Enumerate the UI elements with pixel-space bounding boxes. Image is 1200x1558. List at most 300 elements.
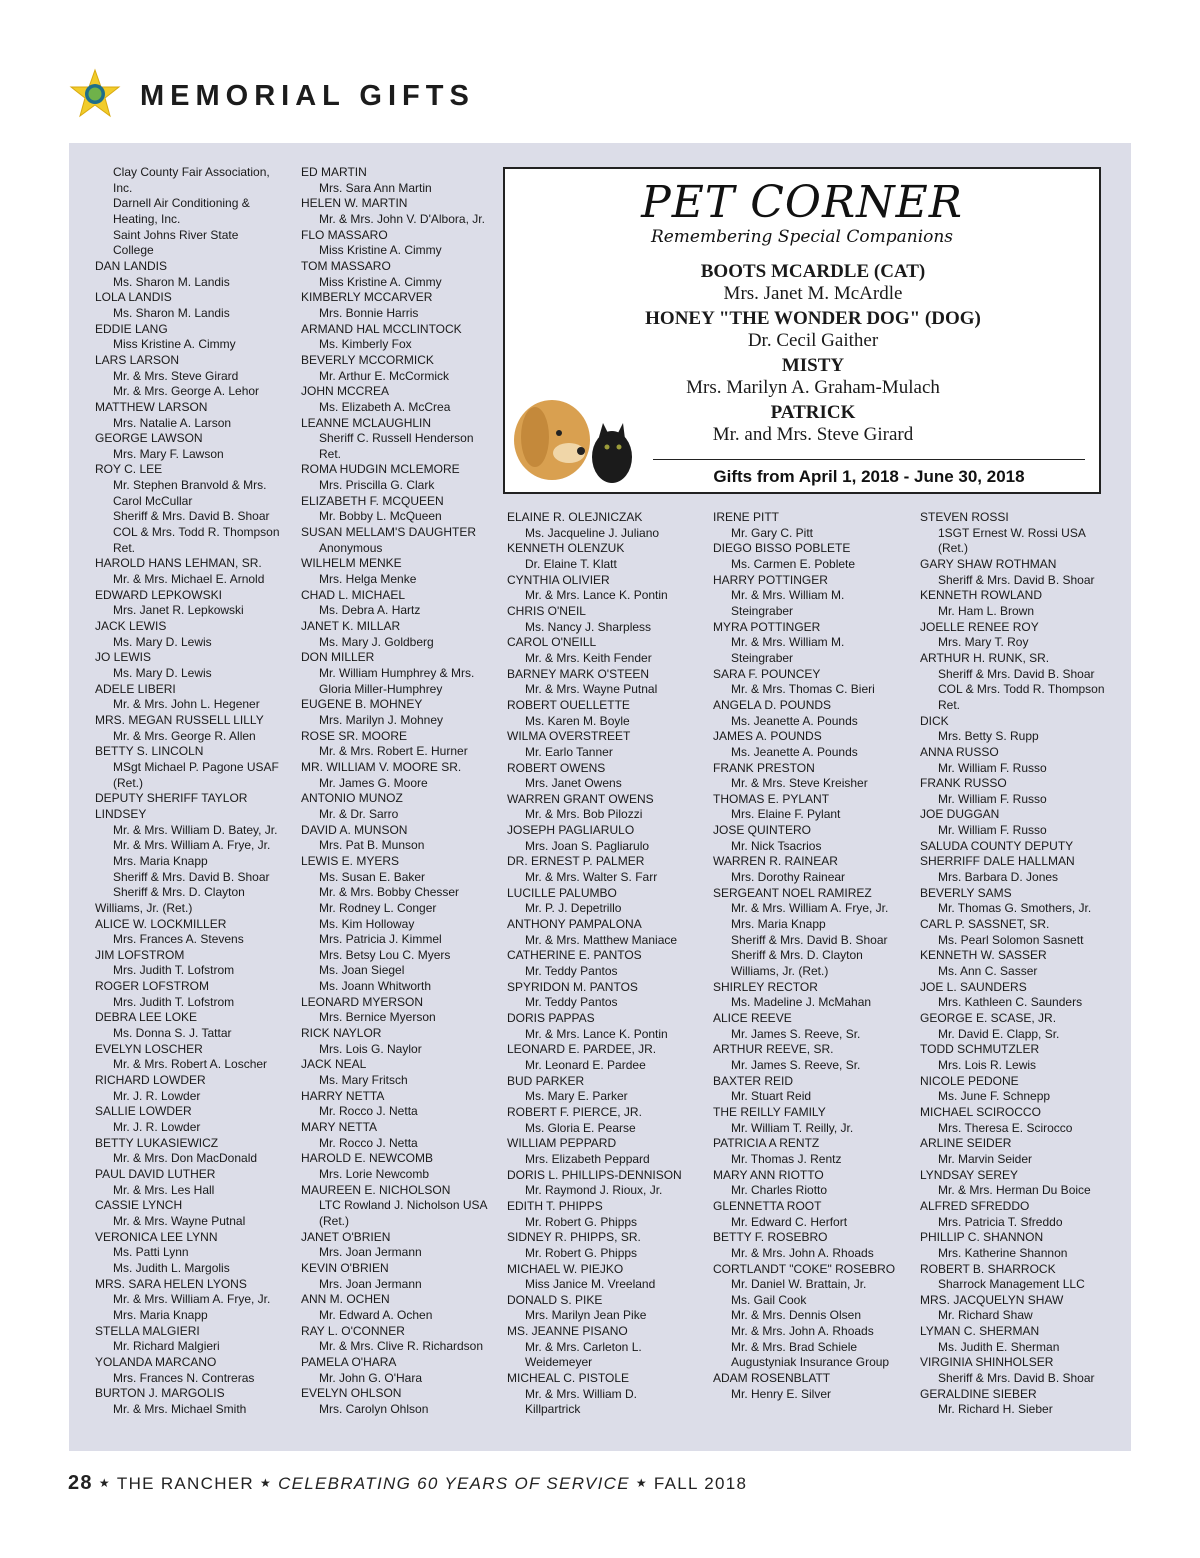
- donor-name: Mr. & Mrs. Bob Pilozzi: [525, 807, 643, 822]
- donor-name: Mr. Stuart Reid: [731, 1089, 812, 1104]
- honoree-name: RAY L. O'CONNER: [301, 1323, 405, 1338]
- donor-name: Ms. Sharon M. Landis: [113, 305, 230, 320]
- donor-name: Mr. James G. Moore: [319, 775, 428, 790]
- donor-name: Mrs. Maria Knapp: [731, 917, 826, 932]
- honoree-name: ARTHUR REEVE, SR.: [713, 1042, 834, 1057]
- donor-name: Mr. & Mrs. William A. Frye, Jr.: [113, 1292, 271, 1307]
- donor-name: Mr. Raymond J. Rioux, Jr.: [525, 1183, 663, 1198]
- pet-name: BOOTS MCARDLE (CAT): [700, 261, 926, 282]
- star-icon: ★: [635, 1476, 648, 1490]
- honoree-name: ANTHONY PAMPALONA: [507, 917, 642, 932]
- donor-name: Miss Kristine A. Cimmy: [319, 243, 442, 258]
- donor-name: Mr. J. R. Lowder: [113, 1088, 201, 1103]
- honoree-name: ROBERT OUELLETTE: [507, 697, 630, 712]
- honoree-name: JAMES A. POUNDS: [713, 729, 822, 744]
- honoree-name: BETTY LUKASIEWICZ: [95, 1135, 219, 1150]
- honoree-name: VERONICA LEE LYNN: [95, 1229, 218, 1244]
- pet-corner-subtitle: Remembering Special Companions: [650, 227, 954, 247]
- honoree-name: KEVIN O'BRIEN: [301, 1260, 389, 1275]
- donor-name: Mr. David E. Clapp, Sr.: [938, 1026, 1060, 1041]
- honoree-name: DAN LANDIS: [95, 258, 168, 273]
- donor-name: Mr. Rodney L. Conger: [319, 900, 437, 915]
- honoree-name: LEONARD MYERSON: [301, 994, 424, 1009]
- donor-name: Mr. & Mrs. Herman Du Boice: [938, 1183, 1091, 1198]
- pet-name: MISTY: [781, 355, 845, 376]
- donor-name: Mrs. Marilyn Jean Pike: [525, 1308, 647, 1323]
- donor-name: Mrs. Carolyn Ohlson: [319, 1401, 429, 1416]
- honoree-name: SUSAN MELLAM'S DAUGHTER: [301, 525, 476, 540]
- donor-name: Mrs. Sara Ann Martin: [319, 180, 432, 195]
- honoree-name: THE REILLY FAMILY: [713, 1104, 826, 1119]
- honoree-name: HARRY POTTINGER: [713, 572, 828, 587]
- honoree-name: CARL P. SASSNET, SR.: [920, 917, 1050, 932]
- honoree-name: WILMA OVERSTREET: [507, 729, 631, 744]
- honoree-name: DICK: [920, 713, 949, 728]
- honoree-name: FLO MASSARO: [301, 227, 388, 242]
- donor-name: COL & Mrs. Todd R. Thompson: [113, 525, 280, 540]
- donor-name: Mr. & Mrs. Steve Girard: [113, 368, 239, 383]
- honoree-name: LYMAN C. SHERMAN: [920, 1324, 1040, 1339]
- donor-name: Mr. & Mrs. Wayne Putnal: [113, 1213, 246, 1228]
- donor-name: Mr. Rocco J. Netta: [319, 1104, 418, 1119]
- honoree-name: GEORGE E. SCASE, JR.: [920, 1011, 1057, 1025]
- donor-name: Mr. & Mrs. George R. Allen: [113, 728, 256, 743]
- donor-name: Mr. Teddy Pantos: [525, 964, 618, 979]
- pet-corner-title: PET CORNER: [641, 177, 963, 228]
- donor-name: Mrs. Judith T. Lofstrom: [113, 963, 235, 978]
- honoree-name: GERALDINE SIEBER: [920, 1386, 1037, 1401]
- honoree-name: MICHEAL C. PISTOLE: [507, 1371, 630, 1386]
- honoree-name: LINDSEY: [95, 806, 147, 821]
- honoree-name: SHERRIFF DALE HALLMAN: [920, 854, 1075, 869]
- honoree-name: BUD PARKER: [507, 1073, 585, 1088]
- honoree-name: CYNTHIA OLIVIER: [507, 572, 610, 587]
- honoree-name: SPYRIDON M. PANTOS: [507, 979, 638, 994]
- donor-name: Sheriff & Mrs. David B. Shoar: [113, 869, 270, 884]
- donor-name: Weidemeyer: [525, 1355, 593, 1370]
- donor-name: Mr. Marvin Seider: [938, 1151, 1033, 1166]
- pet-name: HONEY "THE WONDER DOG" (DOG): [645, 308, 981, 329]
- honoree-name: DORIS L. PHILLIPS-DENNISON: [507, 1167, 682, 1182]
- honoree-name: BEVERLY MCCORMICK: [301, 352, 434, 367]
- honoree-name: Williams, Jr. (Ret.): [95, 900, 193, 915]
- donor-name: Mr. & Mrs. Robert A. Loscher: [113, 1057, 268, 1072]
- donor-name: Mr. & Mrs. William M.: [731, 635, 845, 650]
- honoree-name: RICK NAYLOR: [301, 1026, 382, 1041]
- honoree-name: NICOLE PEDONE: [920, 1073, 1019, 1088]
- memorial-column-1: [95, 165, 295, 1418]
- donor-name: Mr. & Mrs. Steve Kreisher: [731, 776, 868, 791]
- star-icon: ★: [98, 1476, 111, 1490]
- donor-name: Mrs. Frances A. Stevens: [113, 932, 244, 947]
- honoree-name: ROMA HUDGIN MCLEMORE: [301, 462, 460, 477]
- donor-name: Mr. William F. Russo: [938, 760, 1047, 775]
- donor-name: Mr. Robert G. Phipps: [525, 1245, 638, 1260]
- honoree-name: ARTHUR H. RUNK, SR.: [920, 650, 1050, 665]
- donor-name: Ms. Mary E. Parker: [525, 1089, 628, 1104]
- honoree-name: ROSE SR. MOORE: [301, 728, 408, 743]
- honoree-name: TODD SCHMUTZLER: [920, 1042, 1040, 1057]
- donor-name: Ms. Judith E. Sherman: [938, 1339, 1060, 1354]
- donor-name: Mrs. Frances N. Contreras: [113, 1370, 255, 1385]
- donor-name: Mr. & Mrs. Clive R. Richardson: [319, 1339, 484, 1354]
- donor-name: College: [113, 243, 154, 258]
- donor-name: Mr. & Mrs. Lance K. Pontin: [525, 1026, 668, 1041]
- donor-name: Ms. Kimberly Fox: [319, 337, 412, 352]
- donor-name: Mr. Bobby L. McQueen: [319, 509, 442, 524]
- honoree-name: EVELYN OHLSON: [301, 1386, 402, 1401]
- honoree-name: DR. ERNEST P. PALMER: [507, 854, 645, 869]
- tagline: CELEBRATING 60 YEARS OF SERVICE: [278, 1474, 630, 1493]
- donor-name: Ms. Joann Whitworth: [319, 979, 432, 994]
- donor-name: Mr. & Mrs. William D.: [525, 1386, 637, 1401]
- honoree-name: MRS. SARA HELEN LYONS: [95, 1276, 247, 1291]
- donor-name: Mr. Henry E. Silver: [731, 1386, 832, 1401]
- donor-name: Mr. J. R. Lowder: [113, 1120, 201, 1135]
- honoree-name: JACK NEAL: [301, 1057, 367, 1072]
- donor-name: Mrs. Maria Knapp: [113, 853, 208, 868]
- honoree-name: STELLA MALGIERI: [95, 1323, 200, 1338]
- honoree-name: FRANK PRESTON: [713, 760, 815, 775]
- donor-name: Clay County Fair Association,: [113, 165, 270, 179]
- honoree-name: CASSIE LYNCH: [95, 1198, 183, 1213]
- donor-name: Mrs. Betty S. Rupp: [938, 729, 1039, 744]
- honoree-name: MRS. JACQUELYN SHAW: [920, 1292, 1064, 1307]
- donor-name: Mrs. Janet Owens: [525, 776, 622, 791]
- donor-name: Mrs. Elaine F. Pylant: [731, 807, 841, 822]
- donor-name: Ms. Judith L. Margolis: [113, 1260, 230, 1275]
- donor-name: Saint Johns River State: [113, 227, 239, 242]
- donor-name: Mr. & Mrs. Thomas C. Bieri: [731, 682, 875, 697]
- honoree-name: DIEGO BISSO POBLETE: [713, 541, 851, 556]
- honoree-name: RICHARD LOWDER: [95, 1073, 206, 1088]
- honoree-name: SHIRLEY RECTOR: [713, 979, 818, 994]
- honoree-name: SALLIE LOWDER: [95, 1104, 192, 1119]
- donor-name: Mr. James S. Reeve, Sr.: [731, 1026, 861, 1041]
- donor-name: Mrs. Maria Knapp: [113, 1307, 208, 1322]
- donor-name: Mr. Thomas J. Rentz: [731, 1151, 842, 1166]
- donor-name: (Ret.): [113, 775, 143, 790]
- honoree-name: PATRICIA A RENTZ: [713, 1136, 820, 1151]
- donor-name: Sheriff & Mrs. David B. Shoar: [938, 572, 1095, 587]
- donor-name: Mr. & Mrs. Michael Smith: [113, 1401, 247, 1416]
- honoree-name: LYNDSAY SEREY: [920, 1167, 1019, 1182]
- honoree-name: WARREN R. RAINEAR: [713, 854, 838, 869]
- donor-name: Mr. & Mrs. William D. Batey, Jr.: [113, 822, 278, 837]
- donor-name: Inc.: [113, 180, 133, 195]
- honoree-name: PAUL DAVID LUTHER: [95, 1167, 216, 1181]
- honoree-name: CHRIS O'NEIL: [507, 603, 586, 618]
- honoree-name: PHILLIP C. SHANNON: [920, 1230, 1044, 1245]
- donor-name: Ms. Carmen E. Poblete: [731, 556, 856, 571]
- donor-name: Mr. Earlo Tanner: [525, 744, 613, 759]
- donor-name: Mrs. Joan Jermann: [319, 1276, 422, 1291]
- donor-name: Mr. P. J. Depetrillo: [525, 901, 622, 916]
- donor-name: Mr. Ham L. Brown: [938, 603, 1035, 618]
- memorial-column-5: [920, 510, 1120, 1418]
- honoree-name: BARNEY MARK O'STEEN: [507, 666, 650, 681]
- donor-name: Ms. Sharon M. Landis: [113, 274, 230, 289]
- pet-name: PATRICK: [770, 402, 856, 423]
- donor-name: Mr. Teddy Pantos: [525, 995, 618, 1010]
- honoree-name: SIDNEY R. PHIPPS, SR.: [507, 1230, 641, 1245]
- honoree-name: JOE L. SAUNDERS: [920, 979, 1027, 994]
- honoree-name: BAXTER REID: [713, 1073, 794, 1088]
- honoree-name: ELIZABETH F. MCQUEEN: [301, 493, 444, 508]
- donor-name: Carol McCullar: [113, 493, 193, 508]
- memorial-column-3: [507, 510, 707, 1418]
- donor-name: Mr. & Mrs. Bobby Chesser: [319, 885, 460, 900]
- donor-name: Mrs. Theresa E. Scirocco: [938, 1120, 1073, 1135]
- honoree-name: ELAINE R. OLEJNICZAK: [507, 510, 643, 524]
- donor-name: Mr. Thomas G. Smothers, Jr.: [938, 901, 1092, 916]
- donor-name: Mr. & Dr. Sarro: [319, 806, 399, 821]
- honoree-name: LUCILLE PALUMBO: [507, 885, 617, 900]
- donor-name: Ms. Mary J. Goldberg: [319, 634, 434, 649]
- donor-name: Mr. & Mrs. Michael E. Arnold: [113, 572, 265, 587]
- donor-name: Mrs. Katherine Shannon: [938, 1245, 1068, 1260]
- honoree-name: LEWIS E. MYERS: [301, 853, 400, 868]
- donor-name: Sharrock Management LLC: [938, 1277, 1085, 1292]
- pet-entries: [605, 261, 1021, 449]
- honoree-name: KENNETH W. SASSER: [920, 948, 1047, 963]
- honoree-name: DON MILLER: [301, 650, 375, 665]
- honoree-name: LOLA LANDIS: [95, 290, 172, 305]
- honoree-name: KIMBERLY MCCARVER: [301, 290, 433, 305]
- honoree-name: CHAD L. MICHAEL: [301, 587, 406, 602]
- donor-name: Ms. Elizabeth A. McCrea: [319, 399, 451, 414]
- honoree-name: WARREN GRANT OWENS: [507, 791, 654, 806]
- pet-giver: Mr. and Mrs. Steve Girard: [712, 424, 914, 445]
- honoree-name: WILLIAM PEPPARD: [507, 1136, 617, 1151]
- honoree-name: GARY SHAW ROTHMAN: [920, 556, 1057, 571]
- donor-name: Mr. & Mrs. Keith Fender: [525, 650, 652, 665]
- pet-giver: Dr. Cecil Gaither: [747, 330, 879, 351]
- page-header: [68, 68, 568, 128]
- honoree-name: MATTHEW LARSON: [95, 399, 208, 414]
- honoree-name: LARS LARSON: [95, 352, 180, 367]
- honoree-name: CATHERINE E. PANTOS: [507, 948, 642, 963]
- donor-name: Mr. Stephen Branvold & Mrs.: [113, 478, 267, 493]
- donor-name: Mr. & Mrs. Wayne Putnal: [525, 682, 658, 697]
- honoree-name: ARMAND HAL MCCLINTOCK: [301, 321, 462, 336]
- donor-name: Mrs. Lois R. Lewis: [938, 1057, 1037, 1072]
- honoree-name: ROBERT F. PIERCE, JR.: [507, 1104, 642, 1119]
- star-icon: ★: [260, 1476, 273, 1490]
- donor-name: Mr. & Mrs. Les Hall: [113, 1182, 215, 1197]
- honoree-name: LEANNE MCLAUGHLIN: [301, 415, 432, 430]
- honoree-name: MYRA POTTINGER: [713, 619, 821, 634]
- honoree-name: KENNETH ROWLAND: [920, 588, 1043, 603]
- donor-name: Mrs. Mary T. Roy: [938, 635, 1029, 650]
- donor-name: Sheriff & Mrs. David B. Shoar: [731, 932, 888, 947]
- honoree-name: JACK LEWIS: [95, 619, 167, 634]
- honoree-name: ED MARTIN: [301, 165, 367, 179]
- donor-name: Ms. Jeanette A. Pounds: [731, 744, 858, 759]
- honoree-name: LEONARD E. PARDEE, JR.: [507, 1042, 657, 1057]
- honoree-name: CORTLANDT "COKE" ROSEBRO: [713, 1261, 896, 1276]
- donor-name: Ms. Joan Siegel: [319, 963, 405, 978]
- honoree-name: ALICE W. LOCKMILLER: [95, 916, 227, 931]
- donor-name: Miss Kristine A. Cimmy: [319, 274, 442, 289]
- donor-name: Mr. Daniel W. Brattain, Jr.: [731, 1277, 867, 1292]
- donor-name: Mr. & Mrs. Brad Schiele: [731, 1339, 858, 1354]
- honoree-name: MR. WILLIAM V. MOORE SR.: [301, 759, 462, 774]
- donor-name: Mrs. Kathleen C. Saunders: [938, 995, 1083, 1010]
- honoree-name: ALICE REEVE: [713, 1011, 792, 1025]
- donor-name: Mr. Arthur E. McCormick: [319, 368, 450, 383]
- honoree-name: JANET K. MILLAR: [301, 619, 401, 634]
- donor-name: Mr. William F. Russo: [938, 791, 1047, 806]
- honoree-name: VIRGINIA SHINHOLSER: [920, 1355, 1054, 1370]
- honoree-name: ARLINE SEIDER: [920, 1136, 1012, 1151]
- memorial-column-4: [713, 510, 913, 1402]
- donor-name: Mr. Edward A. Ochen: [319, 1307, 433, 1322]
- donor-name: Mrs. Betsy Lou C. Myers: [319, 947, 451, 962]
- honoree-name: DAVID A. MUNSON: [301, 822, 408, 837]
- donor-name: Ms. Gloria E. Pearse: [525, 1120, 636, 1135]
- honoree-name: WILHELM MENKE: [301, 556, 402, 571]
- donor-name: Ms. Nancy J. Sharpless: [525, 619, 652, 634]
- donor-name: Mr. Rocco J. Netta: [319, 1135, 418, 1150]
- donor-name: Steingraber: [731, 603, 794, 618]
- donor-name: Ms. Patti Lynn: [113, 1245, 189, 1260]
- honoree-name: FRANK RUSSO: [920, 776, 1007, 791]
- donor-name: Ms. Karen M. Boyle: [525, 713, 630, 728]
- donor-name: Mr. & Mrs. John A. Rhoads: [731, 1324, 874, 1339]
- publication-name: THE RANCHER: [116, 1474, 255, 1493]
- honoree-name: KENNETH OLENZUK: [507, 541, 625, 556]
- donor-name: Mr. & Mrs. William A. Frye, Jr.: [731, 901, 889, 916]
- honoree-name: GEORGE LAWSON: [95, 431, 203, 446]
- donor-name: Ms. Kim Holloway: [319, 916, 415, 931]
- issue: FALL 2018: [653, 1474, 748, 1493]
- donor-name: Ms. Susan E. Baker: [319, 869, 426, 884]
- honoree-name: DEPUTY SHERIFF TAYLOR: [95, 791, 248, 806]
- honoree-name: DONALD S. PIKE: [507, 1292, 603, 1307]
- honoree-name: TOM MASSARO: [301, 258, 391, 273]
- donor-name: Ms. Ann C. Sasser: [938, 964, 1038, 979]
- donor-name: Mr. & Mrs. Lance K. Pontin: [525, 588, 668, 603]
- donor-name: Mrs. Marilyn J. Mohney: [319, 712, 444, 727]
- donor-name: Mrs. Mary F. Lawson: [113, 446, 224, 461]
- donor-name: Miss Janice M. Vreeland: [525, 1277, 656, 1292]
- donor-name: Mr. & Mrs. Dennis Olsen: [731, 1308, 862, 1323]
- donor-name: COL & Mrs. Todd R. Thompson: [938, 682, 1105, 697]
- honoree-name: ADELE LIBERI: [95, 681, 176, 696]
- donor-name: Ms. June F. Schnepp: [938, 1089, 1051, 1104]
- donor-name: Mr. & Mrs. John L. Hegener: [113, 697, 260, 712]
- donor-name: MSgt Michael P. Pagone USAF: [113, 759, 279, 774]
- honoree-name: ANTONIO MUNOZ: [301, 791, 403, 806]
- donor-name: Mrs. Janet R. Lepkowski: [113, 603, 244, 618]
- pet-corner-box: [503, 167, 1101, 494]
- donor-name: Mr. Nick Tsacrios: [731, 838, 822, 853]
- donor-name: Mr. William T. Reilly, Jr.: [731, 1120, 854, 1135]
- donor-name: Darnell Air Conditioning &: [113, 196, 250, 211]
- donor-name: Mr. Richard Malgieri: [113, 1339, 220, 1354]
- honoree-name: JIM LOFSTROM: [95, 947, 185, 962]
- honoree-name: ADAM ROSENBLATT: [713, 1371, 831, 1386]
- donor-name: Miss Kristine A. Cimmy: [113, 337, 236, 352]
- donor-name: Ms. Mary D. Lewis: [113, 634, 212, 649]
- donor-name: Mrs. Dorothy Rainear: [731, 870, 846, 885]
- honoree-name: PAMELA O'HARA: [301, 1354, 397, 1369]
- honoree-name: STEVEN ROSSI: [920, 510, 1009, 524]
- donor-name: Killpartrick: [525, 1402, 581, 1417]
- donor-name: Ms. Jacqueline J. Juliano: [525, 525, 660, 540]
- donor-name: Mr. Robert G. Phipps: [525, 1214, 638, 1229]
- donor-name: Dr. Elaine T. Klatt: [525, 556, 617, 571]
- honoree-name: BETTY S. LINCOLN: [95, 744, 204, 759]
- honoree-name: ALFRED SFREDDO: [920, 1198, 1030, 1213]
- honoree-name: THOMAS E. PYLANT: [713, 791, 830, 806]
- pet-giver: Mrs. Marilyn A. Graham-Mulach: [686, 377, 940, 398]
- donor-name: Mrs. Barbara D. Jones: [938, 870, 1059, 885]
- honoree-name: CAROL O'NEILL: [507, 635, 597, 650]
- honoree-name: MS. JEANNE PISANO: [507, 1324, 628, 1339]
- donor-name: Ms. Madeline J. McMahan: [731, 995, 872, 1010]
- donor-name: Ms. Jeanette A. Pounds: [731, 713, 858, 728]
- honoree-name: JOSE QUINTERO: [713, 823, 812, 838]
- donor-name: Mrs. Joan S. Pagliarulo: [525, 838, 650, 853]
- donor-name: Mrs. Natalie A. Larson: [113, 415, 232, 430]
- honoree-name: HAROLD HANS LEHMAN, SR.: [95, 556, 262, 571]
- honoree-name: MICHAEL W. PIEJKO: [507, 1261, 624, 1276]
- honoree-name: EDWARD LEPKOWSKI: [95, 587, 222, 602]
- honoree-name: MARY ANN RIOTTO: [713, 1167, 824, 1182]
- donor-name: Sheriff & Mrs. David B. Shoar: [938, 666, 1095, 681]
- donor-name: Mr. Edward C. Herfort: [731, 1214, 848, 1229]
- honoree-name: BURTON J. MARGOLIS: [95, 1386, 225, 1401]
- honoree-name: EDITH T. PHIPPS: [507, 1198, 603, 1213]
- honoree-name: ROY C. LEE: [95, 462, 163, 477]
- donor-name: Mrs. Lorie Newcomb: [319, 1167, 430, 1181]
- donor-name: Williams, Jr. (Ret.): [731, 964, 829, 979]
- honoree-name: ROGER LOFSTROM: [95, 979, 210, 994]
- donor-name: Mr. Leonard E. Pardee: [525, 1057, 646, 1072]
- donor-name: Mr. & Mrs. William A. Frye, Jr.: [113, 838, 271, 853]
- honoree-name: BEVERLY SAMS: [920, 885, 1012, 900]
- donor-name: Sheriff & Mrs. David B. Shoar: [938, 1371, 1095, 1386]
- honoree-name: SALUDA COUNTY DEPUTY: [920, 838, 1074, 853]
- honoree-name: ANGELA D. POUNDS: [713, 697, 832, 712]
- donor-name: Mrs. Elizabeth Peppard: [525, 1151, 650, 1166]
- star-logo-icon: [68, 68, 122, 122]
- honoree-name: ANNA RUSSO: [920, 744, 999, 759]
- donor-name: Mrs. Priscilla G. Clark: [319, 478, 435, 493]
- donor-name: Ms. Mary D. Lewis: [113, 666, 212, 680]
- donor-name: Augustyniak Insurance Group: [731, 1355, 890, 1370]
- honoree-name: JOE DUGGAN: [920, 807, 1000, 822]
- donor-name: Mr. William F. Russo: [938, 823, 1047, 838]
- honoree-name: MRS. MEGAN RUSSELL LILLY: [95, 712, 264, 727]
- honoree-name: JOHN MCCREA: [301, 384, 390, 399]
- honoree-name: ROBERT OWENS: [507, 760, 606, 775]
- honoree-name: JO LEWIS: [95, 650, 152, 665]
- honoree-name: YOLANDA MARCANO: [95, 1354, 217, 1369]
- page-title: MEMORIAL GIFTS: [140, 80, 475, 112]
- donor-name: Mrs. Bernice Myerson: [319, 1010, 436, 1025]
- honoree-name: HELEN W. MARTIN: [301, 196, 408, 211]
- honoree-name: HAROLD E. NEWCOMB: [301, 1151, 434, 1166]
- donor-name: Mrs. Judith T. Lofstrom: [113, 994, 235, 1009]
- honoree-name: SARA F. POUNCEY: [713, 666, 821, 681]
- donor-name: Ret.: [938, 697, 961, 712]
- honoree-name: EDDIE LANG: [95, 321, 168, 336]
- donor-name: Sheriff & Mrs. D. Clayton: [113, 885, 245, 900]
- memorial-column-2: [301, 165, 501, 1418]
